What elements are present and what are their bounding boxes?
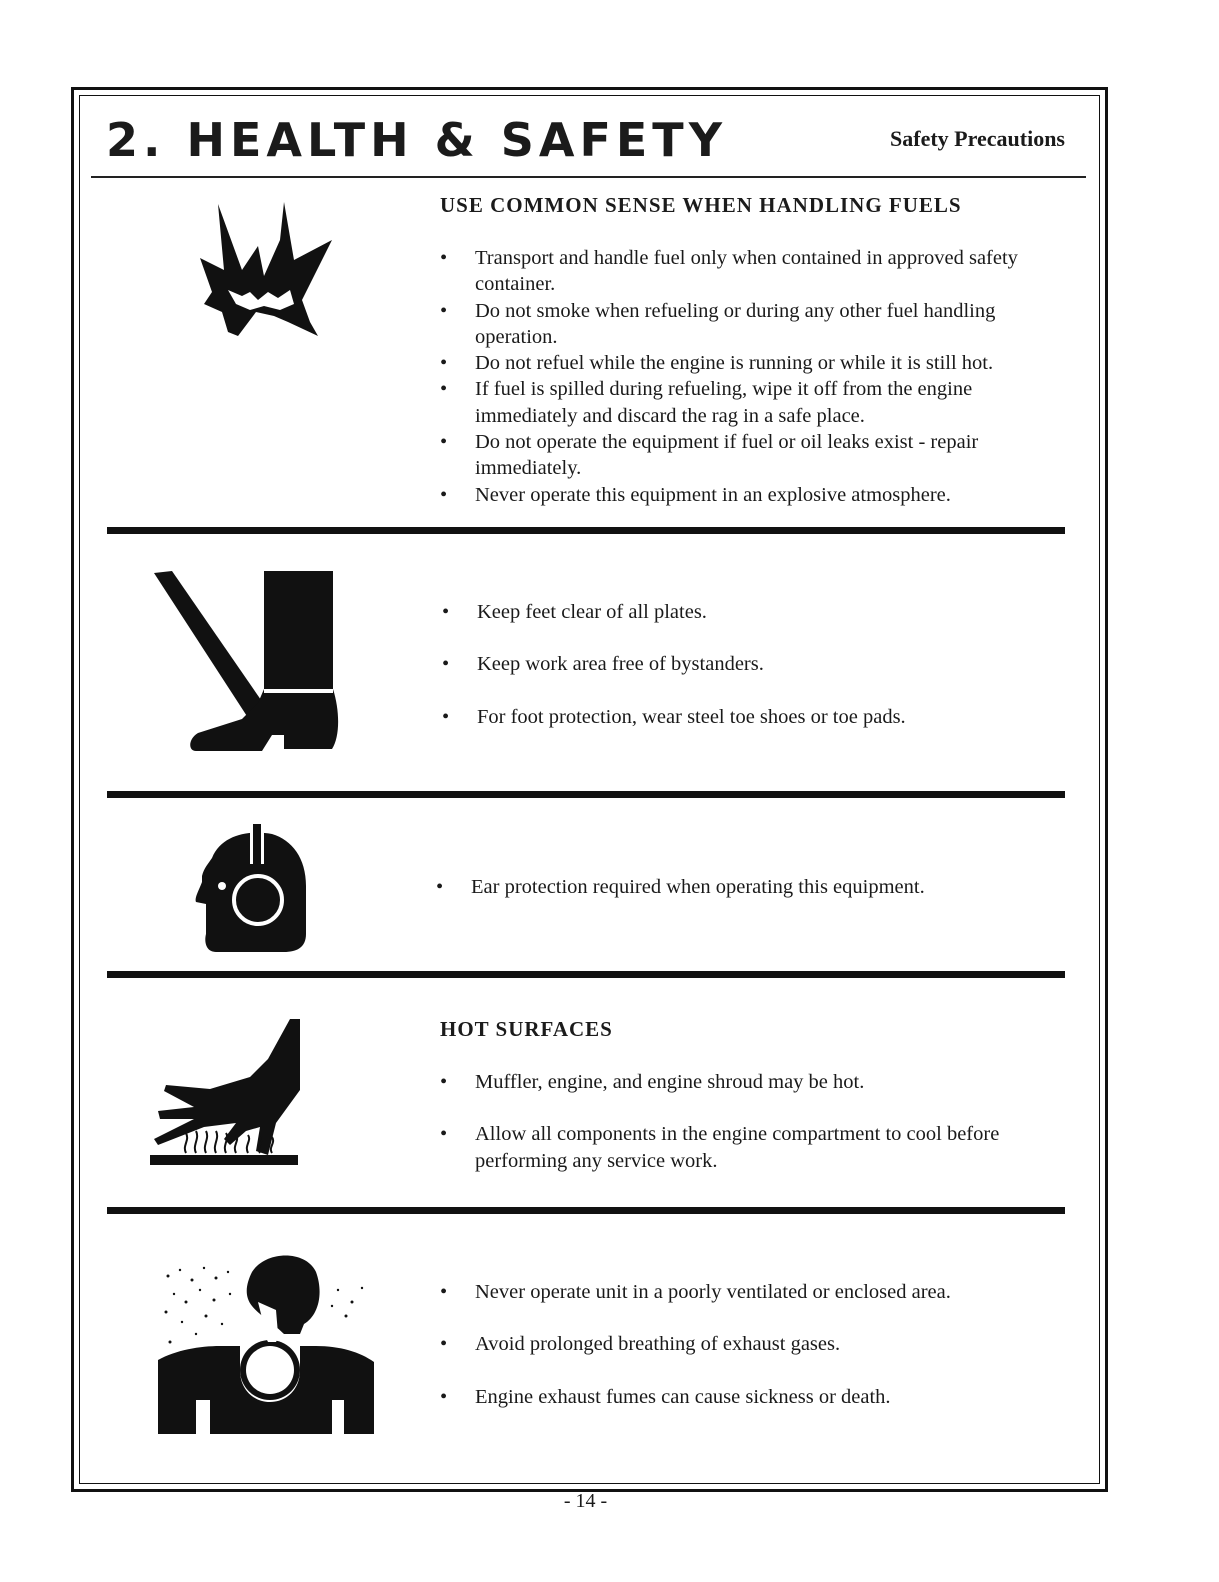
list-item: • If fuel is spilled during refueling, wipe it off from the engine immediately and discard the rag in a safe place.	[440, 376, 1040, 429]
foot-crush-icon	[154, 571, 340, 757]
ear-protection-icon	[192, 824, 308, 952]
list-item: • Avoid prolonged breathing of exhaust gases.	[440, 1331, 1040, 1357]
page-title: 2. HEALTH & SAFETY	[106, 113, 727, 167]
ears-bullet-list	[436, 874, 1036, 900]
toxic-fumes-icon	[156, 1250, 376, 1436]
section-label: Safety Precautions	[890, 126, 1065, 151]
list-item: • Transport and handle fuel only when contained in approved safety container.	[440, 245, 1040, 298]
hot-surfaces-heading: HOT SURFACES	[440, 1017, 613, 1041]
list-item: • Do not operate the equipment if fuel or oil leaks exist - repair immediately.	[440, 429, 1040, 482]
feet-bullet-list	[442, 599, 1042, 756]
list-item: • Never operate unit in a poorly ventilated or enclosed area.	[440, 1279, 1040, 1305]
list-item: • Do not refuel while the engine is running or while it is still hot.	[440, 350, 1040, 376]
section-divider	[107, 1207, 1065, 1214]
list-item: • Do not smoke when refueling or during any other fuel handling operation.	[440, 298, 1040, 351]
list-item: • Keep feet clear of all plates.	[442, 599, 1042, 625]
fumes-bullet-list	[440, 1279, 1040, 1436]
hot-surface-icon	[150, 1019, 300, 1169]
list-item: • Muffler, engine, and engine shroud may be hot.	[440, 1069, 1040, 1095]
hot-surfaces-bullet-list	[440, 1069, 1040, 1200]
list-item: • Allow all components in the engine compartment to cool before performing any service work.	[440, 1121, 1040, 1174]
fuels-heading: USE COMMON SENSE WHEN HANDLING FUELS	[440, 193, 962, 217]
page-number: - 14 -	[563, 1490, 608, 1512]
section-divider	[107, 791, 1065, 798]
list-item: • Ear protection required when operating this equipment.	[436, 874, 1036, 900]
explosion-icon	[198, 200, 334, 338]
list-item: • Engine exhaust fumes can cause sickness or death.	[440, 1384, 1040, 1410]
list-item: • Never operate this equipment in an explosive atmosphere.	[440, 482, 1040, 508]
fuels-bullet-list	[440, 245, 1040, 508]
section-divider	[107, 527, 1065, 534]
list-item: • For foot protection, wear steel toe shoes or toe pads.	[442, 704, 1042, 730]
header-rule	[91, 176, 1086, 178]
list-item: • Keep work area free of bystanders.	[442, 651, 1042, 677]
section-divider	[107, 971, 1065, 978]
